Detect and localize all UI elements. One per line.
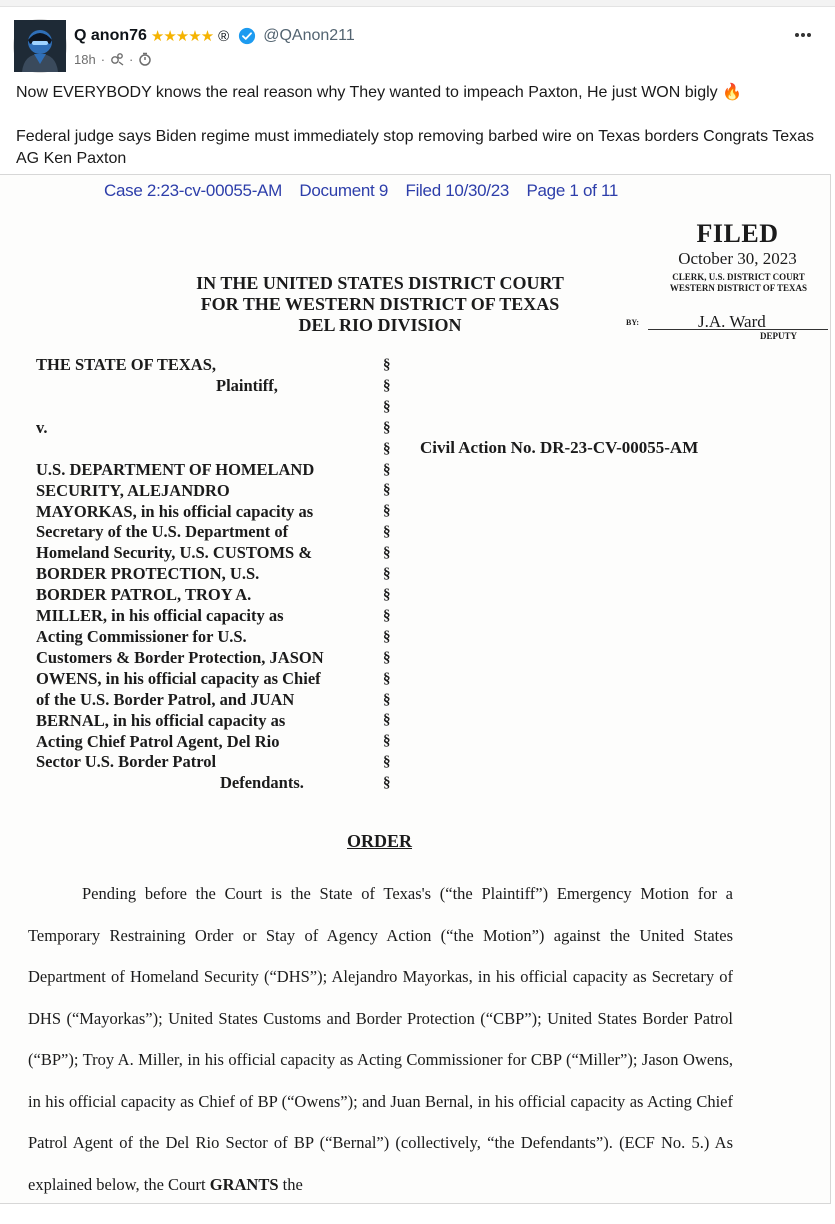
document-header <box>104 181 631 201</box>
filed-stamp <box>630 219 825 294</box>
svg-text:J.A. Ward: J.A. Ward <box>698 312 766 331</box>
order-body-end: the <box>282 1174 303 1194</box>
defendant-line: BORDER PROTECTION, U.S. <box>36 564 260 584</box>
section-mark: § <box>383 691 391 708</box>
section-mark: § <box>383 357 391 373</box>
top-divider <box>0 0 835 7</box>
signature-rule <box>648 329 828 330</box>
defendant-line: SECURITY, ALEJANDRO <box>36 480 230 500</box>
post-meta <box>74 50 152 68</box>
section-mark: § <box>383 503 391 520</box>
author-row <box>74 25 355 47</box>
section-mark: § <box>383 586 391 603</box>
section-mark: § <box>383 482 391 499</box>
section-marks-column <box>383 355 393 794</box>
section-mark: § <box>383 775 391 792</box>
more-dots-icon <box>794 32 812 38</box>
visibility-icon <box>110 52 124 66</box>
caption-gap <box>36 439 366 460</box>
versus: v. <box>36 417 48 437</box>
case-number: Case 2:23-cv-00055-AM <box>104 181 282 200</box>
filed-stamp-date: October 30, 2023 <box>678 249 797 268</box>
defendant-line: BERNAL, in his official capacity as <box>36 710 286 730</box>
order-body <box>28 873 733 1205</box>
registered-mark: ® <box>218 27 230 45</box>
order-title: ORDER <box>347 831 413 851</box>
section-mark: § <box>383 649 391 666</box>
star-rating: ★★★★★ <box>150 28 214 45</box>
document-number: Document 9 <box>299 181 389 200</box>
filed-stamp-clerk1: CLERK, U.S. DISTRICT COURT <box>672 272 805 282</box>
section-mark: § <box>383 545 391 562</box>
more-options-button[interactable] <box>789 24 817 46</box>
verified-badge-icon <box>238 27 256 45</box>
avatar-image <box>14 20 66 72</box>
section-mark: § <box>383 607 391 624</box>
civil-action-number: Civil Action No. DR-23-CV-00055-AM <box>420 438 699 457</box>
defendant-line: of the U.S. Border Patrol, and JUAN <box>36 689 295 709</box>
section-mark: § <box>383 419 391 436</box>
page-count: Page 1 of 11 <box>526 181 619 200</box>
section-mark: § <box>383 712 391 729</box>
court-line3: DEL RIO DIVISION <box>298 315 462 335</box>
post-text <box>16 82 816 170</box>
defendant-line: U.S. DEPARTMENT OF HOMELAND <box>36 459 315 479</box>
section-mark: § <box>383 628 391 645</box>
defendant-line: OWENS, in his official capacity as Chief <box>36 668 321 688</box>
plaintiff-label: Plaintiff, <box>216 375 278 395</box>
defendants-label: Defendants. <box>220 773 304 793</box>
author-name[interactable]: Q anon76 <box>74 27 147 44</box>
post-text-line1: Now EVERYBODY knows the real reason why They wanted to impeach Paxton, He just WON bigly 🔥 <box>16 84 743 101</box>
court-line1: IN THE UNITED STATES DISTRICT COURT <box>196 273 564 293</box>
defendant-line: MAYORKAS, in his official capacity as <box>36 501 314 521</box>
section-mark: § <box>383 754 391 771</box>
section-mark: § <box>383 670 391 687</box>
post-age[interactable]: 18h <box>74 51 96 67</box>
deputy-label: DEPUTY <box>760 331 798 341</box>
post-text-line2: Federal judge says Biden regime must immediately stop removing barbed wire on Texas borders Congrats Texas AG Ken Paxton <box>16 128 815 167</box>
court-heading <box>150 273 610 336</box>
defendant-line: Sector U.S. Border Patrol <box>36 752 217 772</box>
plaintiff-name: THE STATE OF TEXAS, <box>36 355 217 374</box>
meta-separator: · <box>129 51 134 67</box>
deputy-signature-line <box>626 310 826 332</box>
defendant-line: Secretary of the U.S. Department of <box>36 522 289 542</box>
defendant-line: Acting Chief Patrol Agent, Del Rio <box>36 731 280 751</box>
order-body-text: Pending before the Court is the State of Texas's (“the Plaintiff”) Emergency Motion for a Temporary Restraining Order or Stay of Agency Action (“the Motion”) against the United States Department of Homeland Security (“DHS”); Alejandro Mayorkas, in his official capacity as Secretary of DHS (“Mayorkas”); United States Customs and Border Protection (“CBP”); United States Border Patrol (“BP”); Troy A. Miller, in his official capacity as Acting Commissioner for CBP (“Miller”); Jason Owens, in his official capacity as Chief of BP (“Owens”); and Juan Bernal, in his official capacity as Acting Chief Patrol Agent of the Del Rio Sector of BP (“Bernal”) (collectively, “the Defendants”). (ECF No. 5.) As explained below, the Court <box>28 884 733 1194</box>
section-mark: § <box>383 566 391 583</box>
meta-separator: · <box>100 51 106 67</box>
case-caption <box>36 355 366 794</box>
section-mark: § <box>383 440 391 457</box>
section-mark: § <box>383 733 391 750</box>
author-handle[interactable]: @QAnon211 <box>263 27 355 44</box>
by-label: BY: <box>626 318 640 327</box>
defendant-line: BORDER PATROL, TROY A. <box>36 585 252 605</box>
filed-stamp-clerk2: WESTERN DISTRICT OF TEXAS <box>669 283 808 293</box>
filed-date: Filed 10/30/23 <box>405 181 510 200</box>
attached-document-image[interactable] <box>0 174 831 1204</box>
court-line2: FOR THE WESTERN DISTRICT OF TEXAS <box>200 294 560 314</box>
defendant-line: MILLER, in his official capacity as <box>36 606 284 626</box>
timer-icon <box>138 52 152 66</box>
section-mark: § <box>383 377 391 394</box>
section-mark: § <box>383 461 391 478</box>
section-mark: § <box>383 398 391 415</box>
filed-stamp-title: FILED <box>696 219 779 248</box>
defendant-line: Homeland Security, U.S. CUSTOMS & <box>36 543 313 563</box>
avatar[interactable] <box>13 19 67 73</box>
defendant-line: Acting Commissioner for U.S. <box>36 626 247 646</box>
order-grants: GRANTS <box>209 1174 279 1194</box>
section-mark: § <box>383 524 391 541</box>
defendant-line: Customers & Border Protection, JASON <box>36 647 324 667</box>
